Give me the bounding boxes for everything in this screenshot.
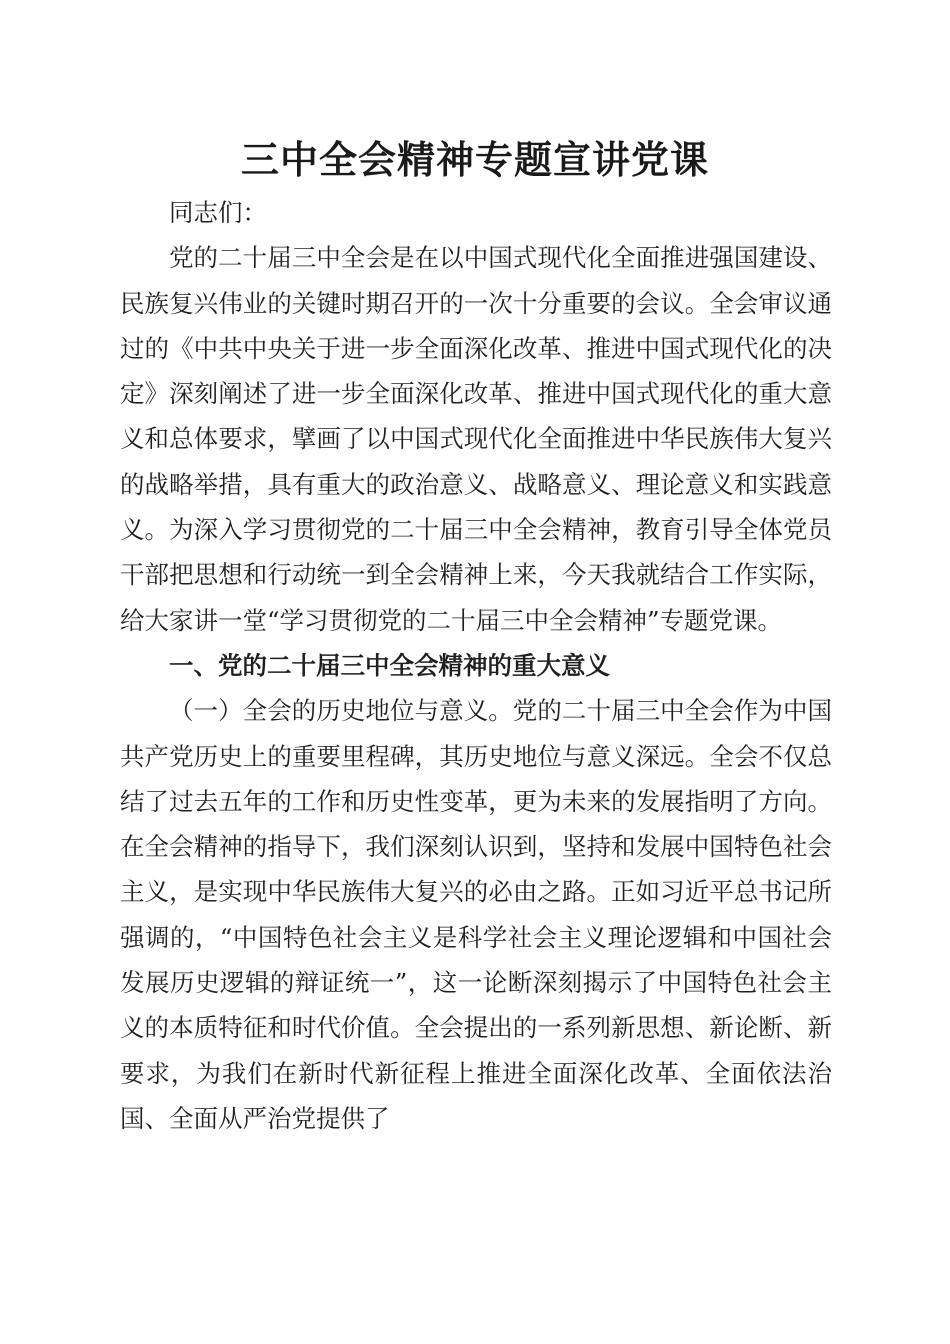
document-title: 三中全会精神专题宣讲党课	[240, 137, 709, 182]
section-heading: 一、党的二十届三中全会精神的重大意义	[169, 650, 610, 680]
salutation: 同志们：	[169, 198, 267, 227]
section-paragraph: （一）全会的历史地位与意义。党的二十届三中全会作为中国共产党历史上的重要里程碑，其历史地位与意义深远。全会不仅总结了过去五年的工作和历史性变革，更为未来的发展指明了方向。在全会精神的指导下，我们深刻认识到，坚持和发展中国特色社会主义，是实现中华民族伟大复兴的必由之路。正如习近平总书记所强调的，“中国特色社会主义是科学社会主义理论逻辑和中国社会发展历史逻辑的辩证统一”，这一论断深刻揭示了中国特色社会主义的本质特征和时代价值。全会提出的一系列新思想、新论断、新要求，为我们在新时代新征程上推进全面深化改革、全面依法治国、全面从严治党提供了	[120, 696, 832, 1133]
document-body	[120, 190, 832, 1141]
intro-paragraph: 党的二十届三中全会是在以中国式现代化全面推进强国建设、民族复兴伟业的关键时期召开的一次十分重要的会议。全会审议通过的《中共中央关于进一步全面深化改革、推进中国式现代化的决定》深刻阐述了进一步全面深化改革、推进中国式现代化的重大意义和总体要求，擘画了以中国式现代化全面推进中华民族伟大复兴的战略举措，具有重大的政治意义、战略意义、理论意义和实践意义。为深入学习贯彻党的二十届三中全会精神，教育引导全体党员干部把思想和行动统一到全会精神上来，今天我就结合工作实际，给大家讲一堂“学习贯彻党的二十届三中全会精神”专题党课。	[120, 243, 832, 635]
